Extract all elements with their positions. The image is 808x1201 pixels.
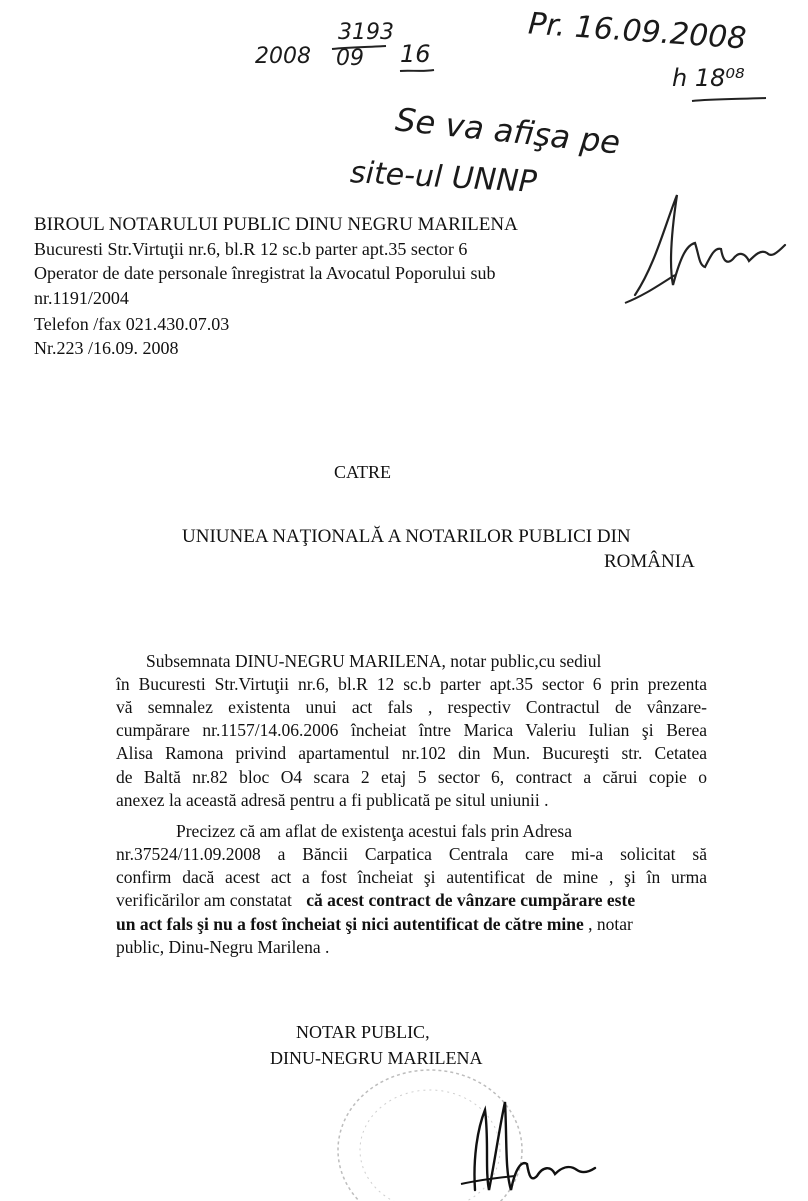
body-paragraph-2-line-1: Precizez că am aflat de existenţa acestui fals prin Adresa	[176, 821, 572, 841]
handwritten-day-underline	[398, 68, 438, 74]
finding-statement-part-1: că acest contract de vânzare cumpărare este	[306, 890, 636, 910]
signature-title: NOTAR PUBLIC,	[296, 1022, 430, 1042]
body-paragraph-1-line-1: Subsemnata DINU-NEGRU MARILENA, notar public,cu sediul	[146, 651, 602, 671]
handwritten-time-underline	[690, 96, 770, 104]
recipient-line1: UNIUNEA NAŢIONALĂ A NOTARILOR PUBLICI DIN	[182, 526, 631, 547]
handwritten-fraction-line	[330, 45, 390, 51]
to-label: CATRE	[334, 462, 392, 482]
handwritten-registration-date: Pr. 16.09.2008	[527, 6, 748, 57]
office-address: Bucuresti Str.Virtuţii nr.6, bl.R 12 sc.b parter apt.35 sector 6	[34, 239, 468, 259]
body-paragraph-2-line-5	[116, 913, 707, 936]
body-paragraph-1-line-2: în Bucuresti Str.Virtuţii nr.6, bl.R 12 sc.b parter apt.35 sector 6 prin prezenta	[116, 674, 707, 694]
phone-fax: Telefon /fax 021.430.07.03	[34, 314, 230, 334]
handwritten-day: 16	[400, 40, 431, 68]
body-paragraph-1-line-5: Alisa Ramona privind apartamentul nr.102 din Mun. Bucureşti str. Cetatea	[116, 743, 707, 763]
body-paragraph-2-line-4	[116, 889, 707, 912]
body-paragraph-1-line-7: anexez la această adresă pentru a fi publicată pe situl uniunii .	[116, 790, 549, 810]
finding-intro: verificărilor am constatat	[116, 890, 292, 910]
finding-tail: , notar	[583, 914, 633, 934]
finding-statement-part-2: un act fals şi nu a fost încheiat şi nici autentificat de către mine	[116, 914, 584, 934]
body-paragraph-1-line-3: vă semnalez existenta unui act fals , respectiv Contractul de vânzare-	[116, 697, 707, 717]
body-paragraph-2-line-3: confirm dacă acest act a fost încheiat şi autentificat de mine , şi în urma	[116, 867, 707, 887]
signature-name: DINU-NEGRU MARILENA	[270, 1048, 483, 1068]
body-paragraph-1-line-4: cumpărare nr.1157/14.06.2006 încheiat între Marica Valeriu Iulian şi Berea	[116, 720, 707, 740]
reference-number: Nr.223 /16.09. 2008	[34, 338, 179, 358]
data-operator-line2: nr.1191/2004	[34, 288, 129, 308]
handwritten-time: h 18⁰⁸	[672, 64, 745, 92]
body-paragraph-2-line-2: nr.37524/11.09.2008 a Băncii Carpatica Centrala care mi-a solicitat să	[116, 844, 707, 864]
handwritten-reference-bottom: 09	[336, 46, 364, 71]
data-operator-line1: Operator de date personale înregistrat la Avocatul Poporului sub	[34, 263, 496, 283]
recipient-line2: ROMÂNIA	[604, 551, 695, 572]
handwritten-instruction-line1: Se va afişa pe	[393, 100, 622, 162]
handwritten-instruction-line2: site-ul UNNP	[349, 155, 538, 200]
handwritten-signature-right	[615, 185, 795, 305]
body-paragraph-1-line-6: de Baltă nr.82 bloc O4 scara 2 etaj 5 sector 6, contract a cărui copie o	[116, 767, 707, 787]
handwritten-year: 2008	[255, 44, 311, 69]
office-name: BIROUL NOTARULUI PUBLIC DINU NEGRU MARILENA	[34, 214, 518, 235]
handwritten-signature-bottom	[455, 1090, 605, 1200]
body-paragraph-2-line-6: public, Dinu-Negru Marilena .	[116, 937, 330, 957]
handwritten-reference-top: 3193	[338, 20, 394, 45]
